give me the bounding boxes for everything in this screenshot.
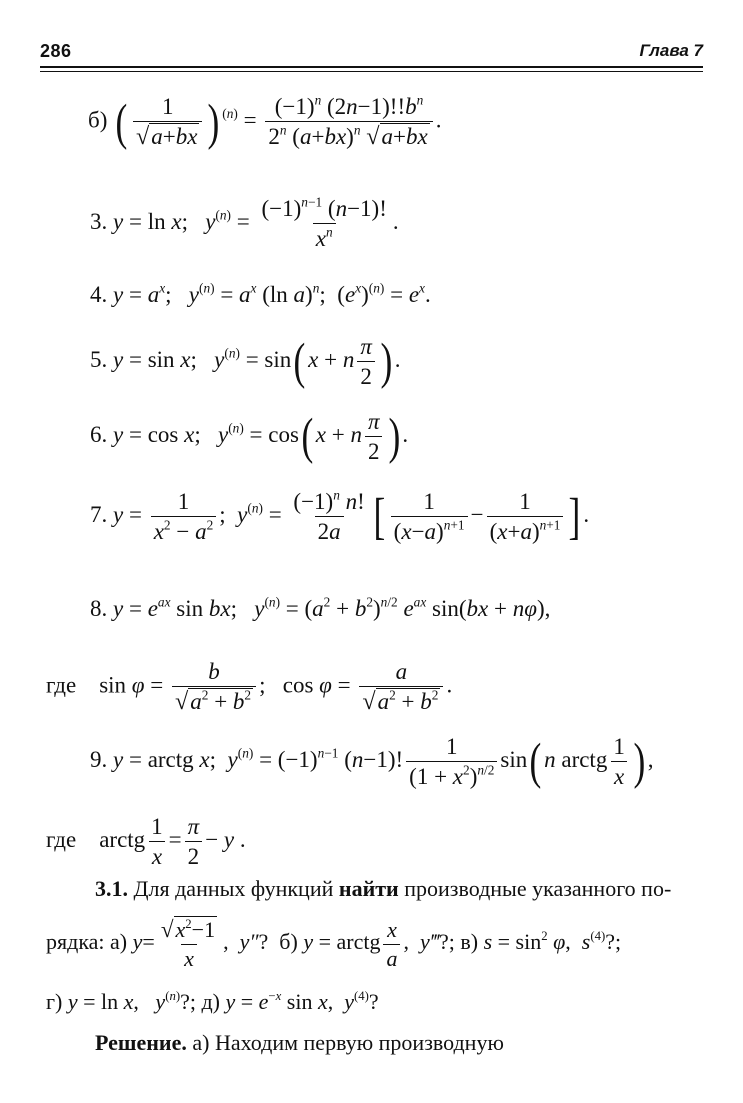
formula-label: 9. [90,746,108,772]
formula-label: 3. [90,208,108,234]
formula-label: 6. [90,421,108,447]
problem-3-1 [95,876,671,902]
formula-8: 8. $y = e^{ax}$ sin bx; $y^{(n)} = (a^2 + b^2)^{n/2}$ $e^{ax}$ sin(bx + nφ), [90,594,551,621]
formula-label: 7. [90,501,108,527]
chapter-title: Глава 7 [639,41,703,60]
where-word: где [46,672,77,698]
formula-8-where: где sin φ = $\frac{b}{√a^2 + b^2}$ ; cos φ = $\frac{a}{√a^2 + b^2}$ . [46,659,453,715]
formula-4: 4. $y = a^x$; $y^{(n)} = a^x$ (ln a)$^n$; $(e^x)^{(n)} = e^x$. [90,280,431,307]
problem-line-3: г) y = ln x, $y^{(n)}$?; д) $y = e^{-x}$ sin x, $y^{(4)}$? [46,989,379,1014]
solution-text: а) Находим первую производную [192,1030,504,1055]
formula-9: 9. y = arctg x; $y^{(n)} = (-1)^{n-1}$ (n−1)! $\frac{1}{(1 + x^2)^{n/2}}$ sin( n arctg $\frac{1}{x}$ ) , [90,733,654,790]
solution-line [95,1030,504,1056]
formula-6b: б) ( $\frac{1}{√a+bx}$ ) $^{(n)}$ = $\frac{(-1)^n (2n-1)!!b^n}{2^n (a+bx)^n √a+bx}$ . [88,92,442,150]
problem-text: производные указанного по- [404,876,672,901]
formula-3: 3. y = ln x; $y^{(n)}$ = $\frac{(-1)^{n-1} (n-1)!}{x^n}$ . [90,194,399,251]
formula-5: 5. y = sin x; $y^{(n)} = \sin$( x + n $\frac{\pi}{2}$ ) . [90,333,401,390]
page-number: 286 [40,41,72,61]
problem-number: 3.1. [95,876,128,901]
where-word: где [46,826,77,852]
problem-text: рядка: а) [46,929,128,955]
formula-label: б) [88,107,108,133]
header-rule [40,66,703,68]
header-rule-thin [40,71,703,72]
formula-9-where: где arctg $\frac{1}{x}$ = $\frac{\pi}{2}$ − y . [46,814,246,869]
solution-label: Решение. [95,1030,187,1055]
formula-7: 7. y = $\frac{1}{x^2 - a^2}$ ; $y^{(n)}$ = $\frac{(-1)^n n!}{2a}$ [ $\frac{1}{(x-a)^{n+1}}$ − $\frac{1}{(x+a)^{n+1}}$ ] . [90,487,590,545]
formula-label: 5. [90,346,108,372]
formula-6: 6. y = cos x; $y^{(n)} = \cos$( x + n $\frac{\pi}{2}$ ) . [90,408,409,465]
problem-text: Для данных функций [133,876,334,901]
problem-line-2: рядка: а) y= $\frac{√x^2-1}{x}$ , y″? б) y = arctg $\frac{x}{a}$ , y‴?; в) $s = \sin^2 \varphi$, $s^{(4)}$?; [46,916,622,972]
problem-keyword: найти [338,876,399,901]
problem-text: г) [46,989,63,1014]
formula-label: 8. [90,596,108,621]
formula-label: 4. [90,282,108,307]
